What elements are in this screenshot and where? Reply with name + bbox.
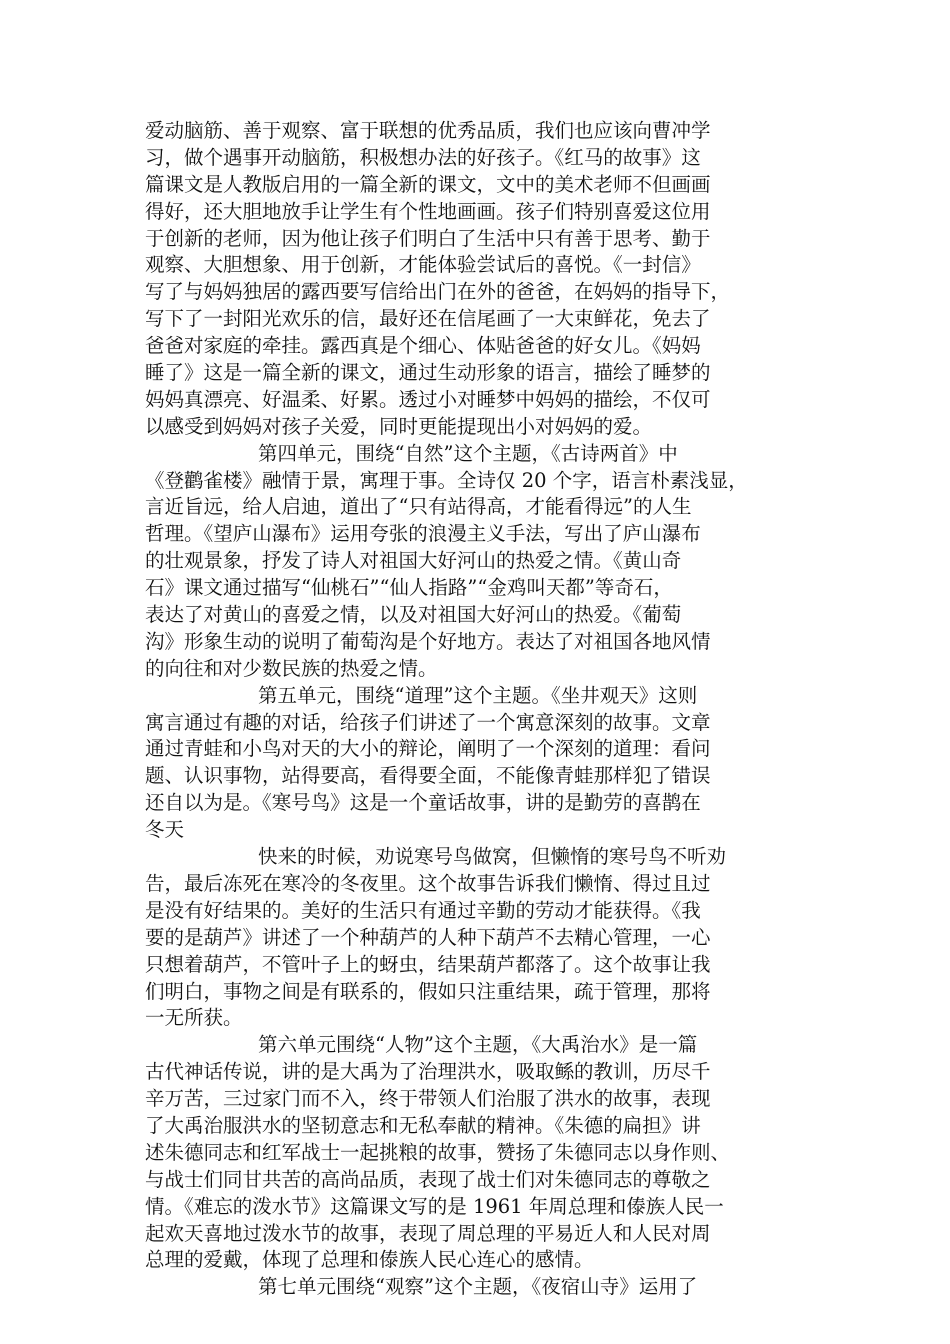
- text-line: 第六单元围绕“人物”这个主题，《大禹治水》是一篇: [258, 1033, 698, 1057]
- text-line: 要的是葫芦》讲述了一个种葫芦的人种下葫芦不去精心管理，一心: [145, 925, 711, 949]
- document-body: [145, 118, 809, 1301]
- text-line: 辛万苦，三过家门而不入，终于带领人们治服了洪水的故事，表现: [145, 1087, 711, 1111]
- text-line: 妈妈真漂亮、好温柔、好累。透过小对睡梦中妈妈的描绘，不仅可: [145, 387, 711, 411]
- text-line: 寓言通过有趣的对话，给孩子们讲述了一个寓意深刻的故事。文章: [145, 710, 711, 734]
- text-line: 通过青蛙和小鸟对天的大小的辩论，阐明了一个深刻的道理：看问: [145, 737, 711, 761]
- text-line: 习，做个遇事开动脑筋，积极想办法的好孩子。《红马的故事》这: [145, 145, 701, 169]
- text-line: 沟》形象生动的说明了葡萄沟是个好地方。表达了对祖国各地风情: [145, 629, 711, 653]
- text-line: 得好，还大胆地放手让学生有个性地画画。孩子们特别喜爱这位用: [145, 199, 711, 223]
- text-line: 是没有好结果的。美好的生活只有通过辛勤的劳动才能获得。《我: [145, 898, 701, 922]
- text-line: 一无所获。: [145, 1006, 243, 1030]
- text-line: 睡了》这是一篇全新的课文，通过生动形象的语言，描绘了睡梦的: [145, 361, 711, 385]
- text-line: 言近旨远，给人启迪，道出了“只有站得高，才能看得远”的人生: [145, 495, 692, 519]
- text-line: 起欢天喜地过泼水节的故事，表现了周总理的平易近人和人民对周: [145, 1221, 711, 1245]
- text-line: 了大禹治服洪水的坚韧意志和无私奉献的精神。《朱德的扁担》讲: [145, 1113, 701, 1137]
- text-line: 只想着葫芦，不管叶子上的蚜虫，结果葫芦都落了。这个故事让我: [145, 952, 711, 976]
- text-line: 写了与妈妈独居的露西要写信给出门在外的爸爸，在妈妈的指导下，: [145, 280, 731, 304]
- text-line: 题、认识事物，站得要高，看得要全面，不能像青蛙那样犯了错误: [145, 764, 711, 788]
- text-line: 古代神话传说，讲的是大禹为了治理洪水，吸取鲧的教训，历尽千: [145, 1060, 711, 1084]
- text-line: 的向往和对少数民族的热爱之情。: [145, 656, 438, 680]
- text-line: 哲理。《望庐山瀑布》运用夸张的浪漫主义手法，写出了庐山瀑布: [145, 522, 701, 546]
- text-line: 于创新的老师，因为他让孩子们明白了生活中只有善于思考、勤于: [145, 226, 711, 250]
- text-line: 石》课文通过描写“仙桃石”“仙人指路”“金鸡叫天都”等奇石，: [145, 576, 673, 600]
- text-line: 篇课文是人教版启用的一篇全新的课文，文中的美术老师不但画画: [145, 172, 711, 196]
- text-line: 第四单元，围绕“自然”这个主题，《古诗两首》中: [258, 441, 678, 465]
- text-line: 爱动脑筋、善于观察、富于联想的优秀品质，我们也应该向曹冲学: [145, 119, 711, 142]
- text-line: 观察、大胆想象、用于创新，才能体验尝试后的喜悦。《一封信》: [145, 253, 701, 277]
- text-line: 还自以为是。《寒号鸟》这是一个童话故事，讲的是勤劳的喜鹊在: [145, 791, 701, 815]
- text-line: 快来的时候，劝说寒号鸟做窝，但懒惰的寒号鸟不听劝: [258, 845, 727, 869]
- text-line: 情。《难忘的泼水节》这篇课文写的是 1961 年周总理和傣族人民一: [145, 1194, 724, 1218]
- text-line: 第五单元，围绕“道理”这个主题。《坐井观天》这则: [258, 683, 698, 707]
- text-line: 告，最后冻死在寒冷的冬夜里。这个故事告诉我们懒惰、得过且过: [145, 871, 711, 895]
- text-line: 们明白，事物之间是有联系的，假如只注重结果，疏于管理，那将: [145, 979, 711, 1003]
- text-line: 第七单元围绕“观察”这个主题，《夜宿山寺》运用了: [258, 1275, 698, 1299]
- text-line: 写下了一封阳光欢乐的信，最好还在信尾画了一大束鲜花，免去了: [145, 307, 711, 331]
- text-line: 冬天: [145, 818, 185, 842]
- text-line: 与战士们同甘共苦的高尚品质，表现了战士们对朱德同志的尊敬之: [145, 1167, 711, 1191]
- text-line: 的壮观景象，抒发了诗人对祖国大好河山的热爱之情。《黄山奇: [145, 549, 682, 573]
- text-line: 述朱德同志和红军战士一起挑粮的故事，赞扬了朱德同志以身作则、: [145, 1140, 731, 1164]
- text-line: 表达了对黄山的喜爱之情，以及对祖国大好河山的热爱。《葡萄: [145, 603, 682, 627]
- text-line: 总理的爱戴，体现了总理和傣族人民心连心的感情。: [145, 1248, 594, 1272]
- text-line: 以感受到妈妈对孩子关爱，同时更能提现出小对妈妈的爱。: [145, 414, 653, 438]
- text-line: 爸爸对家庭的牵挂。露西真是个细心、体贴爸爸的好女儿。《妈妈: [145, 334, 701, 358]
- text-line: 《登鹳雀楼》融情于景，寓理于事。全诗仅 20 个字，语言朴素浅显，: [145, 468, 748, 492]
